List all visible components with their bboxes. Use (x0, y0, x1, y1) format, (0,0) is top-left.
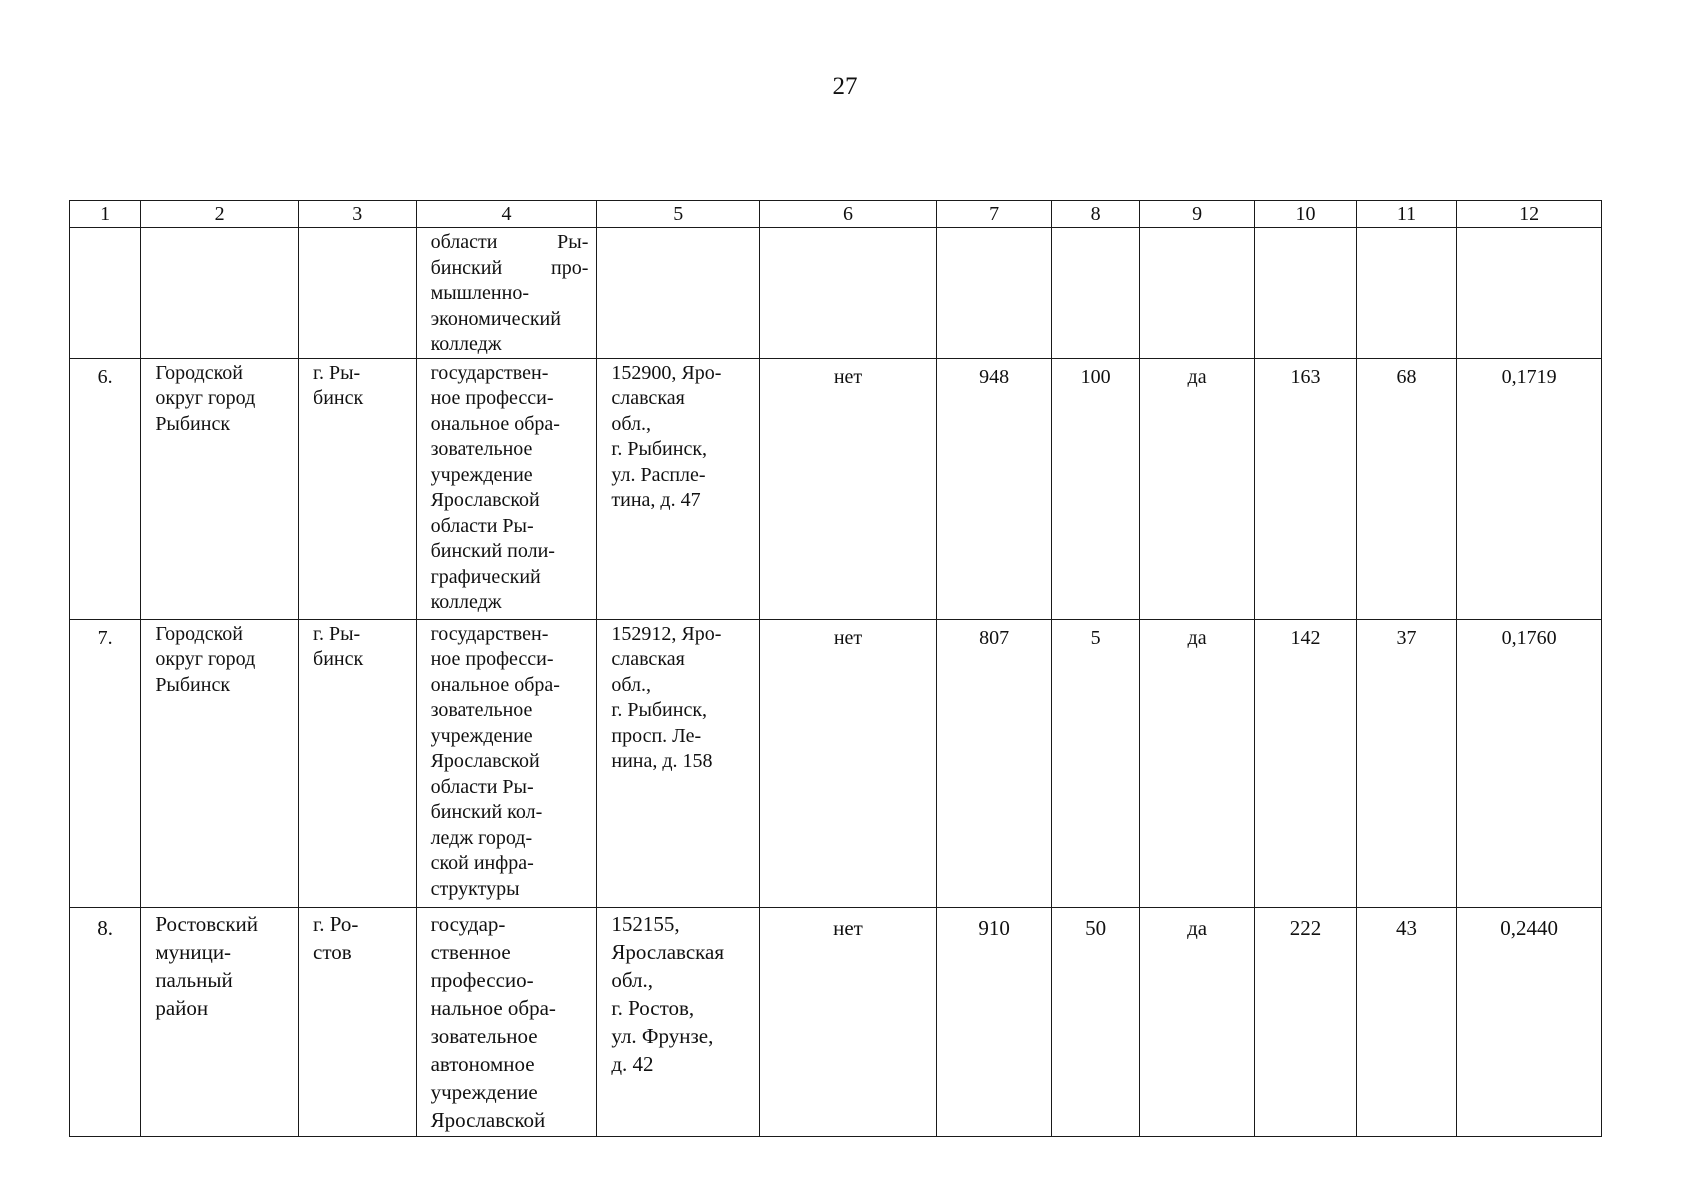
cell-col-11: 37 (1356, 619, 1456, 907)
cell-empty (1356, 228, 1456, 359)
cell-col-12: 0,1760 (1457, 619, 1602, 907)
cell-row-number: 7. (70, 619, 141, 907)
cell-col-9: да (1139, 358, 1255, 619)
cell-col-7: 910 (936, 907, 1052, 1136)
cell-empty (299, 228, 417, 359)
cell-address: 152912, Яро- славская обл., г. Рыбинск, просп. Ле- нина, д. 158 (597, 619, 760, 907)
text-line (431, 256, 589, 282)
word: области (430, 231, 498, 253)
cell-col-6: нет (760, 619, 937, 907)
header-cell-12: 12 (1457, 201, 1602, 228)
cell-row-number: 8. (70, 907, 141, 1136)
data-table (69, 200, 1602, 1137)
header-cell-2: 2 (141, 201, 299, 228)
cell-empty (141, 228, 299, 359)
cell-col-10: 142 (1255, 619, 1356, 907)
table-row (70, 358, 1602, 619)
table-row (70, 619, 1602, 907)
cell-address: 152900, Яро- славская обл., г. Рыбинск, ул. Распле- тина, д. 47 (597, 358, 760, 619)
cell-empty (1139, 228, 1255, 359)
cell-municipality: Ростовский муници- пальный район (141, 907, 299, 1136)
cell-empty (1255, 228, 1356, 359)
table-row-continuation (70, 228, 1602, 359)
page-number: 27 (832, 73, 858, 100)
cell-row-number: 6. (70, 358, 141, 619)
cell-institution-continued (416, 228, 597, 359)
cell-empty (70, 228, 141, 359)
cell-municipality: Городской округ город Рыбинск (141, 619, 299, 907)
text-line: экономический (430, 307, 561, 330)
cell-col-10: 163 (1255, 358, 1356, 619)
cell-empty (1052, 228, 1139, 359)
header-cell-8: 8 (1052, 201, 1139, 228)
cell-empty (760, 228, 937, 359)
cell-col-7: 807 (936, 619, 1052, 907)
header-cell-9: 9 (1139, 201, 1255, 228)
cell-col-11: 43 (1356, 907, 1456, 1136)
cell-col-9: да (1139, 907, 1255, 1136)
cell-col-11: 68 (1356, 358, 1456, 619)
cell-institution: государствен- ное професси- ональное обра- зовательное учреждение Ярославской области Ры- бинский поли- графический колледж (416, 358, 597, 619)
text-line (431, 230, 589, 256)
text-line: колледж (430, 333, 502, 355)
text-line: мышленно- (430, 282, 529, 304)
header-cell-6: 6 (760, 201, 937, 228)
cell-empty (936, 228, 1052, 359)
word: бинский (430, 256, 503, 279)
header-row (70, 201, 1602, 228)
header-cell-4: 4 (416, 201, 597, 228)
word: Ры- (557, 231, 589, 253)
header-cell-11: 11 (1356, 201, 1456, 228)
cell-city: г. Ры- бинск (299, 358, 417, 619)
cell-institution: государствен- ное професси- ональное обра- зовательное учреждение Ярославской области Ры- бинский кол- ледж город- ской инфра- структуры (416, 619, 597, 907)
cell-address: 152155, Ярославская обл., г. Ростов, ул. Фрунзе, д. 42 (597, 907, 760, 1136)
header-cell-10: 10 (1255, 201, 1356, 228)
cell-col-9: да (1139, 619, 1255, 907)
word: про- (551, 256, 589, 279)
cell-city: г. Ры- бинск (299, 619, 417, 907)
cell-institution: государ- ственное профессио- нальное обра- зовательное автономное учреждение Ярославской (416, 907, 597, 1136)
cell-empty (1457, 228, 1602, 359)
cell-col-6: нет (760, 907, 937, 1136)
header-cell-3: 3 (299, 201, 417, 228)
cell-col-8: 100 (1052, 358, 1139, 619)
cell-empty (597, 228, 760, 359)
header-cell-7: 7 (936, 201, 1052, 228)
cell-col-12: 0,1719 (1457, 358, 1602, 619)
cell-col-8: 5 (1052, 619, 1139, 907)
header-cell-5: 5 (597, 201, 760, 228)
cell-col-8: 50 (1052, 907, 1139, 1136)
header-cell-1: 1 (70, 201, 141, 228)
cell-col-6: нет (760, 358, 937, 619)
cell-municipality: Городской округ город Рыбинск (141, 358, 299, 619)
cell-col-7: 948 (936, 358, 1052, 619)
cell-col-10: 222 (1255, 907, 1356, 1136)
table-row (70, 907, 1602, 1136)
cell-city: г. Ро- стов (299, 907, 417, 1136)
cell-col-12: 0,2440 (1457, 907, 1602, 1136)
